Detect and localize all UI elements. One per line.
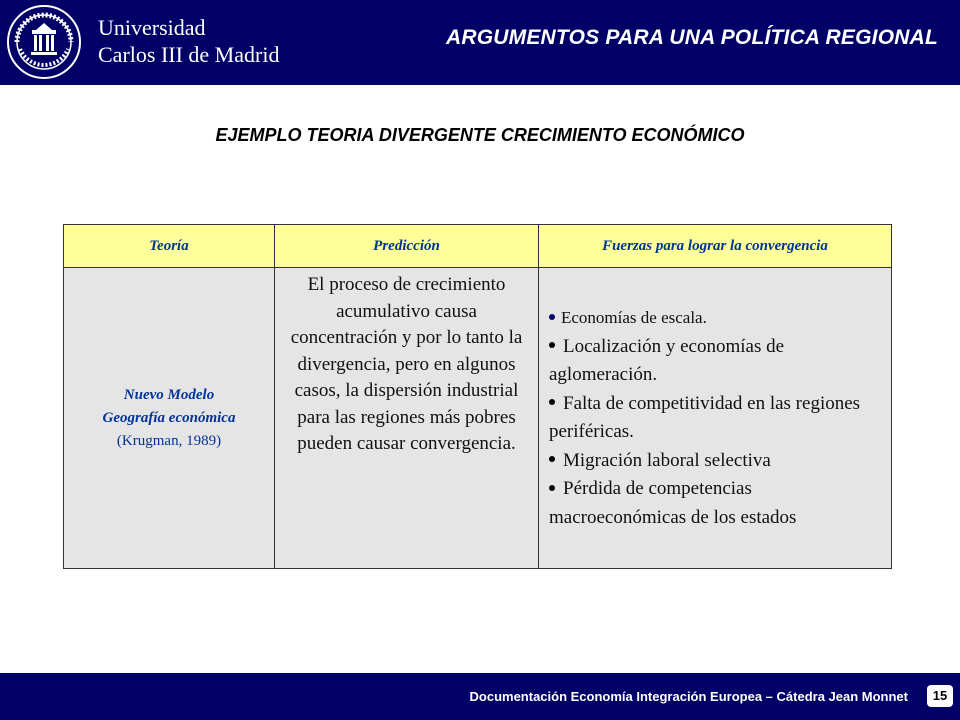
university-name-line2: Carlos III de Madrid	[98, 42, 280, 67]
footer-text: Documentación Economía Integración Europea – Cátedra Jean Monnet	[469, 689, 908, 704]
list-item	[549, 447, 885, 476]
cell-teoria	[64, 268, 275, 569]
slide-subtitle: EJEMPLO TEORIA DIVERGENTE CRECIMIENTO ECONÓMICO	[215, 125, 745, 145]
teoria-model-line2: Geografía económica	[102, 409, 236, 426]
header-prediccion: Predicción	[275, 225, 539, 268]
bullet-icon	[549, 399, 555, 405]
slide-title: ARGUMENTOS PARA UNA POLÍTICA REGIONAL	[446, 26, 938, 49]
cell-prediccion: El proceso de crecimiento acumulativo causa concentración y por lo tanto la divergencia, pero en algunos casos, la dispersión industrial para las regiones más pobres pueden causar convergencia.	[275, 268, 539, 569]
list-item	[549, 475, 885, 532]
table-header-row	[64, 225, 892, 268]
teoria-model-line1: Nuevo Modelo	[123, 386, 215, 403]
bullet-icon	[549, 485, 555, 491]
list-item	[549, 333, 885, 390]
teoria-citation: (Krugman, 1989)	[116, 432, 222, 449]
list-item-text: Migración laboral selectiva	[563, 449, 771, 471]
cell-fuerzas	[539, 268, 892, 569]
theory-table	[63, 224, 891, 569]
university-logo	[0, 0, 280, 85]
header-bar	[0, 0, 960, 85]
bullet-icon	[549, 456, 555, 462]
footer-bar	[0, 673, 960, 720]
header-fuerzas: Fuerzas para lograr la convergencia	[539, 225, 892, 268]
list-item-text: Falta de competitividad en las regiones periféricas.	[549, 392, 861, 442]
bullet-icon	[549, 314, 555, 320]
bullet-icon	[549, 342, 555, 348]
university-name	[98, 14, 279, 68]
list-item-text: Economías de escala.	[561, 308, 707, 327]
table-row	[64, 268, 892, 569]
page-number: 15	[927, 685, 953, 707]
list-item-text: Localización y economías de aglomeración.	[549, 335, 785, 385]
university-seal-icon	[6, 4, 82, 80]
university-name-line1: Universidad	[98, 15, 206, 40]
list-item-text: Pérdida de competencias macroeconómicas de los estados	[549, 478, 797, 528]
list-item	[549, 304, 885, 333]
comparison-table	[63, 224, 892, 569]
list-item	[549, 390, 885, 447]
header-teoria: Teoría	[64, 225, 275, 268]
